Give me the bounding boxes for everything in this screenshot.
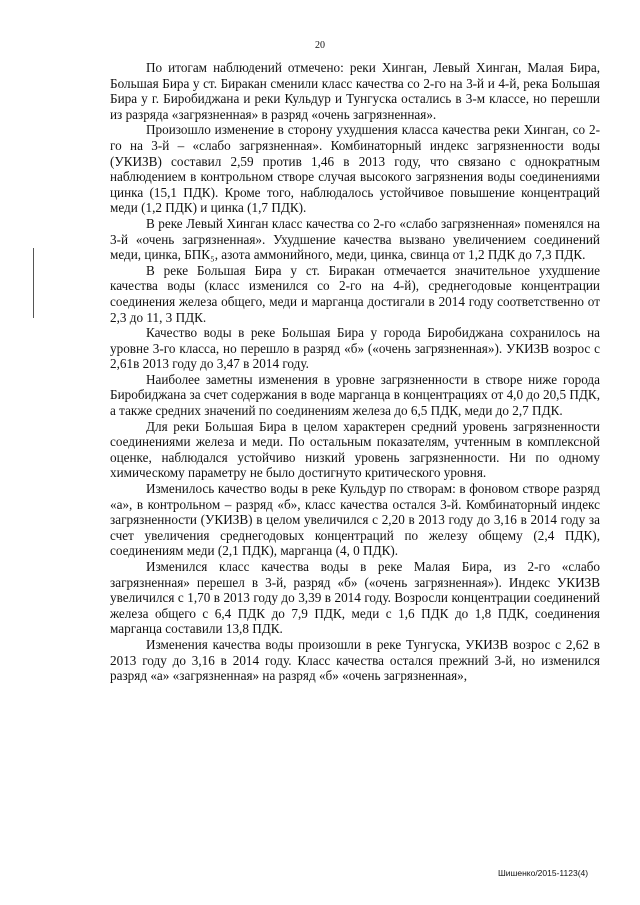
paragraph: По итогам наблюдений отмечено: реки Хинган, Левый Хинган, Малая Бира, Большая Бира у ст. Биракан сменили класс качества со 2-го на 3-й и 4-й, река Большая Бира у г. Биробиджана и реки Кульдур и Тунгуска остались в 3-м классе, но перешли из разряда «загрязненная» в разряд «очень загрязненная».: [110, 60, 600, 122]
paragraph: В реке Большая Бира у ст. Биракан отмечается значительное ухудшение качества воды (класс изменился со 2-го на 4-й), среднегодовые концентрации соединения железа общего, меди и марганца достигали в 2014 году соответственно от 2,3 до 11, 3 ПДК.: [110, 262, 600, 325]
paragraph: Для реки Большая Бира в целом характерен средний уровень загрязненности соединениями железа и меди. По остальным показателям, учтенным в комплексной оценке, наблюдался устойчиво низкий уровень загрязненности. Ни по одному химическому параметру не было достигнуто критического уровня.: [110, 418, 600, 481]
paragraph: Качество воды в реке Большая Бира у города Биробиджана сохранилось на уровне 3-го класса, но перешло в разряд «б» («очень загрязненная»). УКИЗВ возрос с 2,61в 2013 году до 3,47 в 2014 году.: [110, 325, 600, 372]
document-footer-id: Шишенко/2015-1123(4): [498, 868, 589, 878]
paragraph: Произошло изменение в сторону ухудшения класса качества реки Хинган, со 2-го на 3-й – «слабо загрязненная». Комбинаторный индекс загрязненности воды (УКИЗВ) составил 2,59 против 1,46 в 2013 году, что связано с однократным наблюдением в контрольном створе случая высокого загрязнения воды соединениями цинка (15,1 ПДК). Кроме того, наблюдалось устойчивое повышение концентраций меди (1,2 ПДК) и цинка (1,7 ПДК).: [110, 122, 600, 216]
paragraph: Изменилось качество воды в реке Кульдур по створам: в фоновом створе разряд «а», в контрольном – разряд «б», класс качества остался 3-й. Комбинаторный индекс загрязненности (УКИЗВ) в целом увеличился с 2,20 в 2013 году до 3,16 в 2014 году за счет увеличения среднегодовых концентраций по железу общему (2,4 ПДК), соединениям меди (2,1 ПДК), марганца (4, 0 ПДК).: [110, 481, 600, 559]
paragraph: В реке Левый Хинган класс качества со 2-го «слабо загрязненная» поменялся на 3-й «очень загрязненная». Ухудшение качества вызвано увеличением соединений меди, цинка, БПК₅, азота аммонийного, меди, цинка, свинца от 1,2 ПДК до 7,3 ПДК.: [110, 215, 600, 263]
document-body: [110, 60, 600, 684]
paragraph: Наиболее заметны изменения в уровне загрязненности в створе ниже города Биробиджана за счет содержания в воде марганца в концентрациях от 4,0 до 20,5 ПДК, а также средних значений по соединениям железа до 6,5 ПДК, меди до 2,7 ПДК.: [110, 371, 600, 419]
paragraph: Изменения качества воды произошли в реке Тунгуска, УКИЗВ возрос с 2,62 в 2013 году до 3,16 в 2014 году. Класс качества остался прежний 3-й, но изменился разряд «а» «загрязненная» на разряд «б» «очень загрязненная»,: [110, 636, 600, 684]
page-number: 20: [315, 40, 325, 51]
paragraph: Изменился класс качества воды в реке Малая Бира, из 2-го «слабо загрязненная» перешел в 3-й, разряд «б» («очень загрязненная»). Индекс УКИЗВ увеличился с 1,70 в 2013 году до 3,39 в 2014 году. Возросли концентрации соединений железа общего с 6,4 ПДК до 7,9 ПДК, меди с 1,6 ПДК до 1,8 ПДК, соединения марганца составили 13,8 ПДК.: [110, 559, 600, 637]
margin-mark: [33, 248, 34, 318]
